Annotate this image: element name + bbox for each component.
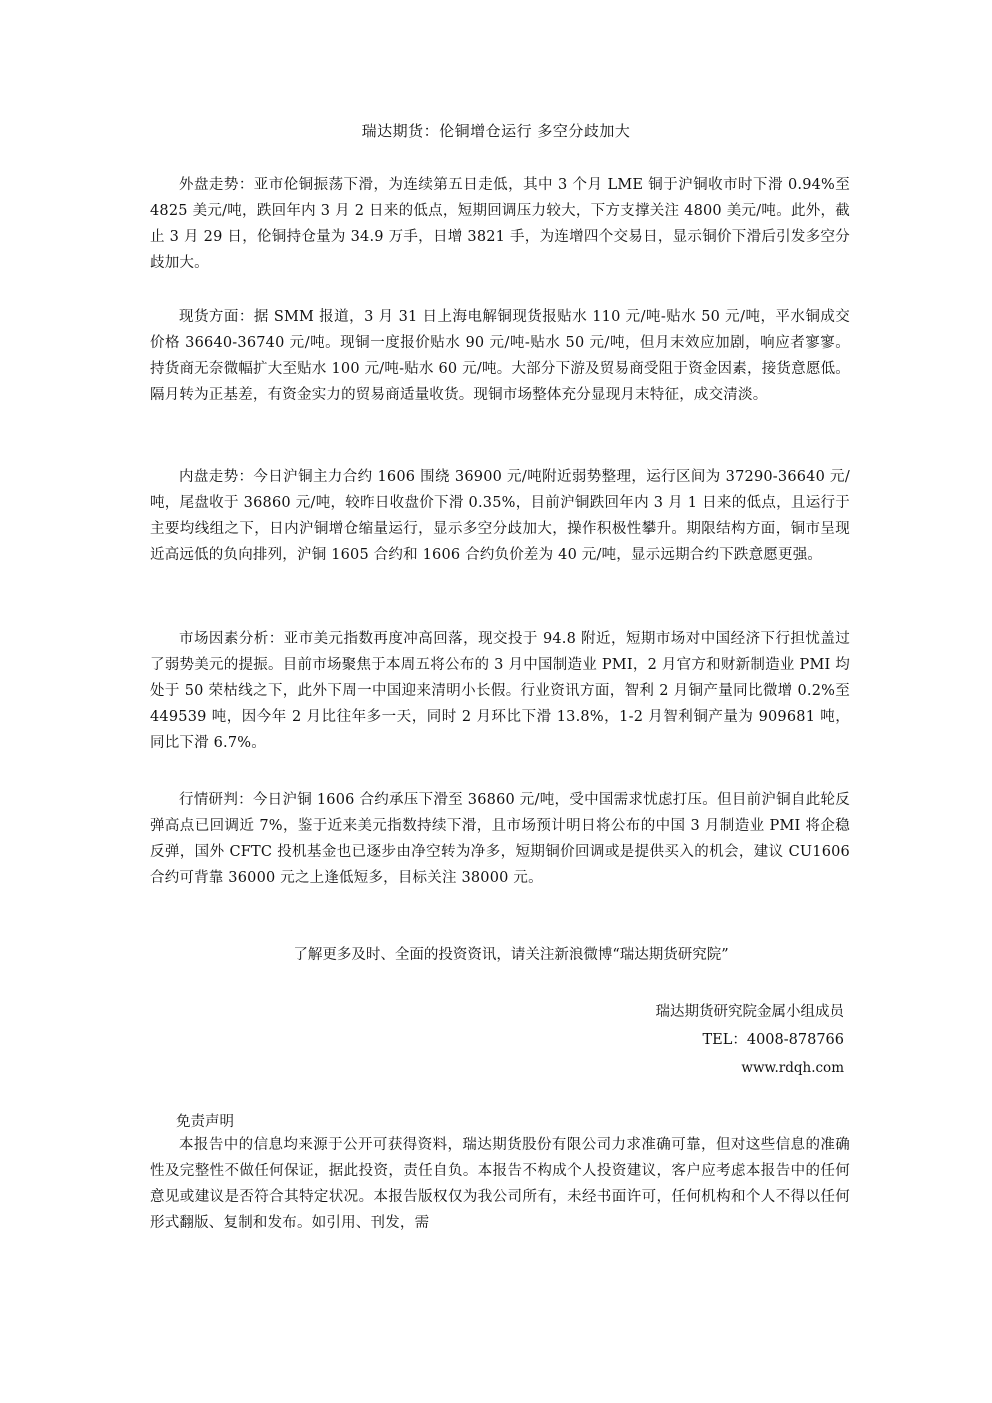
paragraph-overseas-market: 外盘走势：亚市伦铜振荡下滑，为连续第五日走低，其中 3 个月 LME 铜于沪铜收市时下滑 0.94%至 4825 美元/吨，跌回年内 3 月 2 日来的低点，短期回调压力较大，下方支撑关注 4800 美元/吨。此外，截止 3 月 29 日，伦铜持仓量为 34.9 万手，日增 3821 手，为连增四个交易日，显示铜价下滑后引发多空分歧加大。 bbox=[150, 177, 850, 271]
signature-website: www.rdqh.com bbox=[741, 1060, 844, 1076]
paragraph-outlook: 行情研判：今日沪铜 1606 合约承压下滑至 36860 元/吨，受中国需求忧虑打压。但目前沪铜自此轮反弹高点已回调近 7%，鉴于近来美元指数持续下滑，且市场预计明日将公布的中国 3 月制造业 PMI 将企稳反弹，国外 CFTC 投机基金也已逐步由净空转为净多，短期铜价回调或是提供买入的机会，建议 CU1606 合约可背靠 36000 元之上逢低短多，目标关注 38000 元。 bbox=[150, 792, 850, 886]
paragraph-spot-market: 现货方面：据 SMM 报道，3 月 31 日上海电解铜现货报贴水 110 元/吨-贴水 50 元/吨，平水铜成交价格 36640-36740 元/吨。现铜一度报价贴水 90 元/吨-贴水 50 元/吨，但月末效应加剧，响应者寥寥。持货商无奈微幅扩大至贴水 100 元/吨-贴水 60 元/吨。大部分下游及贸易商受阻于资金因素，接货意愿低。隔月转为正基差，有资金实力的贸易商适量收货。现铜市场整体充分显现月末特征，成交清淡。 bbox=[150, 309, 850, 403]
follow-note: 了解更多及时、全面的投资资讯，请关注新浪微博“瑞达期货研究院” bbox=[293, 947, 729, 963]
disclaimer-body: 本报告中的信息均来源于公开可获得资料，瑞达期货股份有限公司力求准确可靠，但对这些信息的准确性及完整性不做任何保证，据此投资，责任自负。本报告不构成个人投资建议，客户应考虑本报告中的任何意见或建议是否符合其特定状况。本报告版权仅为我公司所有，未经书面许可，任何机构和个人不得以任何形式翻版、复制和发布。如引用、刊发，需 bbox=[150, 1137, 850, 1231]
signature-team: 瑞达期货研究院金属小组成员 bbox=[655, 1004, 844, 1020]
paragraph-domestic-market: 内盘走势：今日沪铜主力合约 1606 围绕 36900 元/吨附近弱势整理，运行区间为 37290-36640 元/吨，尾盘收于 36860 元/吨，较昨日收盘价下滑 0.35%，目前沪铜跌回年内 3 月 1 日来的低点，且运行于主要均线组之下，日内沪铜增仓缩量运行，显示多空分歧加大，操作积极性攀升。期限结构方面，铜市呈现近高远低的负向排列，沪铜 1605 合约和 1606 合约负价差为 40 元/吨，显示远期合约下跌意愿更强。 bbox=[150, 469, 850, 563]
report-title: 瑞达期货：伦铜增仓运行 多空分歧加大 bbox=[361, 122, 631, 140]
signature-tel: TEL：4008-878766 bbox=[702, 1032, 844, 1048]
paragraph-market-factors: 市场因素分析：亚市美元指数再度冲高回落，现交投于 94.8 附近，短期市场对中国经济下行担忧盖过了弱势美元的提振。目前市场聚焦于本周五将公布的 3 月中国制造业 PMI，2 月官方和财新制造业 PMI 均处于 50 荣枯线之下，此外下周一中国迎来清明小长假。行业资讯方面，智利 2 月铜产量同比微增 0.2%至 449539 吨，因今年 2 月比往年多一天，同时 2 月环比下滑 13.8%，1-2 月智利铜产量为 909681 吨，同比下滑 6.7%。 bbox=[150, 631, 850, 751]
disclaimer-heading: 免责声明 bbox=[176, 1114, 234, 1130]
